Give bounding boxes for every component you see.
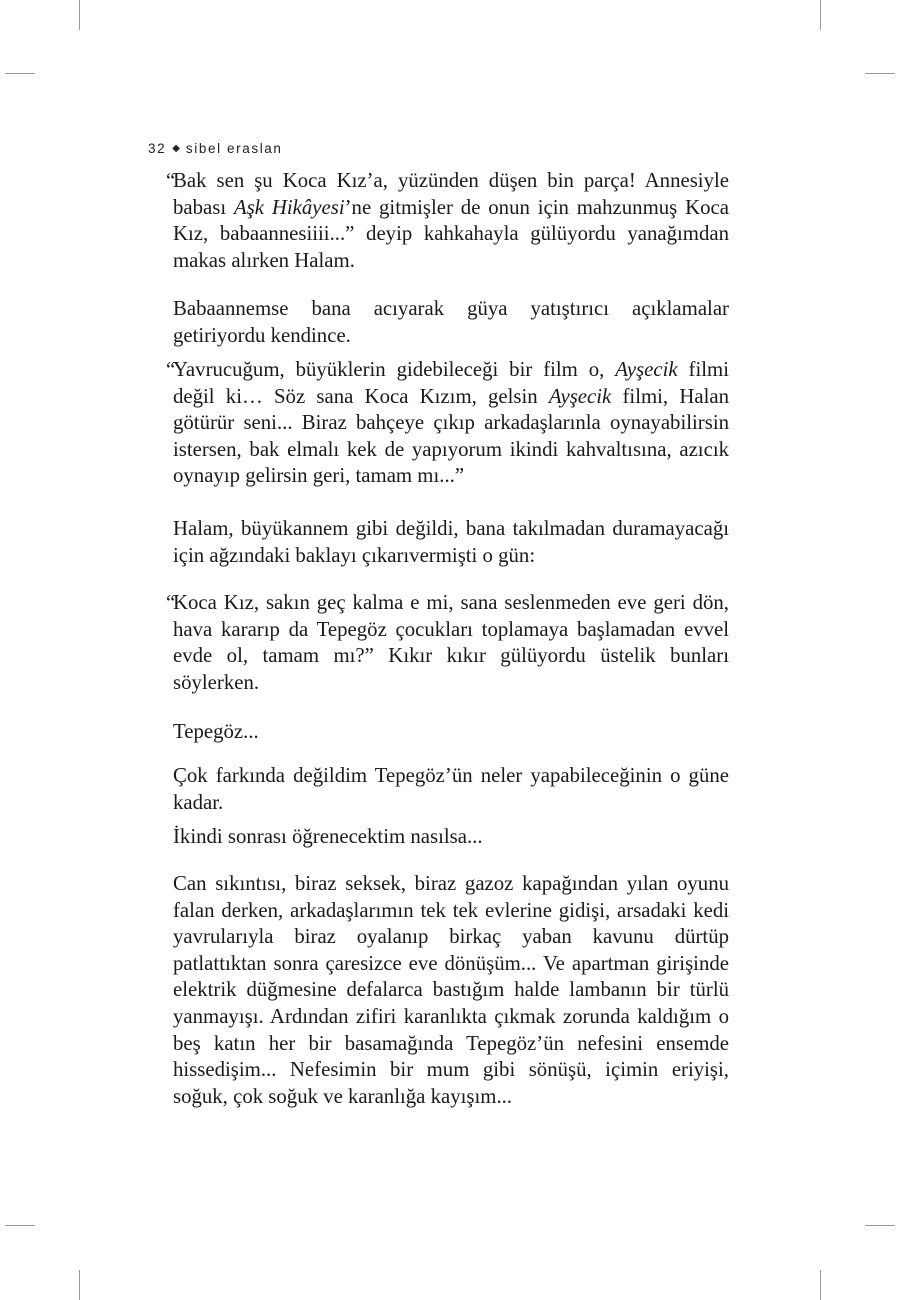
paragraph-3: “Yavrucuğum, büyüklerin gidebileceği bir film o, Ayşecik filmi değil ki… Söz sana Koca Kızım, gelsin Ayşecik filmi, Halan götürür seni... Biraz bahçeye çıkıp arkadaşlarınla oynayabilirsin istersen, bak elmalı kek de yapıyorum ikindi kahvaltısına, azıcık oynayıp gelirsin geri, tamam mı...” <box>166 358 729 488</box>
crop-mark-left-upper <box>5 73 35 74</box>
page-number: 32 <box>148 141 167 156</box>
paragraph-6: Tepegöz... <box>173 720 259 743</box>
open-quote: “ <box>166 591 176 614</box>
film-title: Ayşecik <box>548 384 612 408</box>
crop-mark-bottom-right <box>820 1270 821 1300</box>
paragraph-2: Babaannemse bana acıyarak güya yatıştırıcı açıklamalar getiriyordu kendince. <box>173 297 729 347</box>
film-title: Aşk Hikâyesi <box>233 195 345 219</box>
film-title: Ayşecik <box>615 358 678 381</box>
crop-mark-top-right <box>820 0 821 30</box>
diamond-separator-icon: ◆ <box>172 143 180 154</box>
open-quote: “ <box>166 358 176 381</box>
crop-mark-top-left <box>79 0 80 30</box>
paragraph-1: “Bak sen şu Koca Kız’a, yüzünden düşen bin parça! Annesiyle babası Aşk Hikâyesi’ne gitmişler de onun için mahzunmuş Koca Kız, babaannesiiii...” deyip kahkahayla gülüyordu yanağımdan makas alırken Halam. <box>166 169 729 272</box>
paragraph-9: Can sıkıntısı, biraz seksek, biraz gazoz kapağından yılan oyunu falan derken, arkadaşlarımın tek tek evlerine gidişi, arsadaki kedi yavrularıyla biraz oyalanıp birkaç yaban kavunu dürtüp patlattıktan sonra çaresizce eve dönüşüm... Ve apartman girişinde elektrik düğmesine defalarca bastığım halde lambanın bir türlü yanmayışı. Ardından zifiri karanlıkta çıkmak zorunda kaldığım o beş katın her bir basamağında Tepegöz’ün nefesini ensemde hissedişim... Nefesimin bir mum gibi sönüşü, içimin eriyişi, soğuk, çok soğuk ve karanlığa kayışım... <box>173 872 729 1108</box>
crop-mark-left-lower <box>5 1225 35 1226</box>
crop-mark-right-lower <box>865 1225 895 1226</box>
author-name: sibel eraslan <box>185 141 283 156</box>
paragraph-4: Halam, büyükannem gibi değildi, bana takılmadan duramayacağı için ağzındaki baklayı çıkarıvermişti o gün: <box>173 517 729 567</box>
crop-mark-bottom-left <box>79 1270 80 1300</box>
paragraph-7: Çok farkında değildim Tepegöz’ün neler yapabileceğinin o güne kadar. <box>173 764 729 814</box>
open-quote: “ <box>166 169 176 192</box>
crop-mark-right-upper <box>865 73 895 74</box>
running-header <box>148 141 283 156</box>
paragraph-5: “Koca Kız, sakın geç kalma e mi, sana seslenmeden eve geri dön, hava kararıp da Tepegöz çocukları toplamaya başlamadan evvel evde ol, tamam mı?” Kıkır kıkır gülüyordu üstelik bunları söylerken. <box>166 591 729 694</box>
paragraph-8: İkindi sonrası öğrenecektim nasılsa... <box>173 825 483 848</box>
